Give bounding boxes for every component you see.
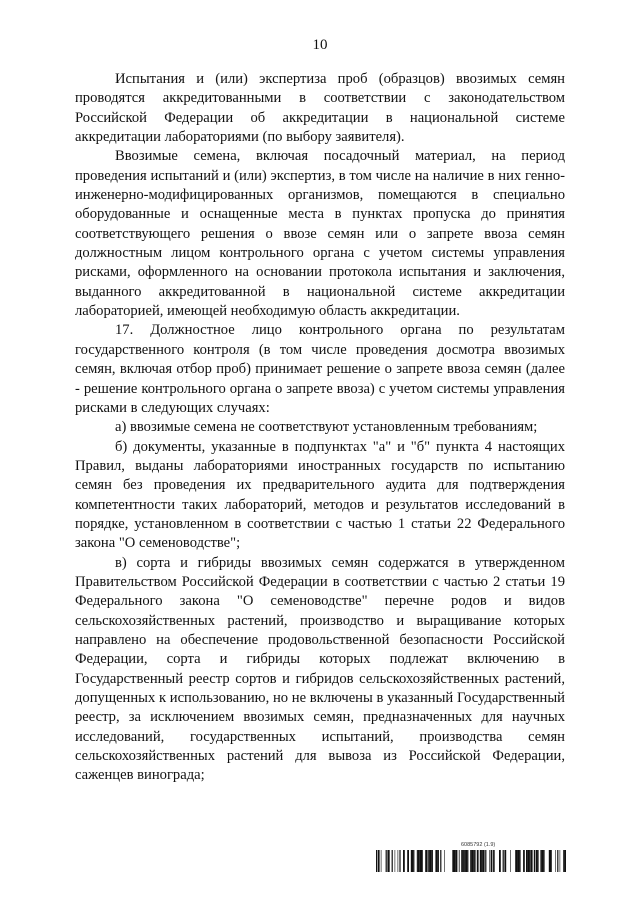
document-body <box>75 70 565 786</box>
document-code: 6085792 (1.9) <box>461 842 496 848</box>
barcode-image <box>376 850 566 872</box>
paragraph-item-v: в) сорта и гибриды ввозимых семян содержатся в утвержденном Правительством Российской Федерации в соответствии с частью 2 статьи 19 Федерального закона "О семеноводстве" перечне родов и видов сельскохозяйственных растений, производство и выращивание которых направлено на обеспечение продовольственной безопасности Российской Федерации, сорта и гибриды которых подлежат включению в Государственный реестр сортов и гибридов сельскохозяйственных растений, допущенных к использованию, но не включены в указанный Государственный реестр, за исключением ввозимых семян, предназначенных для научных исследований, государственных испытаний, производства семян сельскохозяйственных растений для вывоза из Российской Федерации, саженцев винограда; <box>75 554 565 784</box>
paragraph-testing: Испытания и (или) экспертиза проб (образцов) ввозимых семян проводятся аккредитованными в соответствии с законодательством Российской Федерации об аккредитации в национальной системе аккредитации лабораториями (по выбору заявителя). <box>75 71 565 146</box>
paragraph-item-a: а) ввозимые семена не соответствуют установленным требованиям; <box>115 419 538 436</box>
paragraph-clause-17: 17. Должностное лицо контрольного органа по результатам государственного контроля (в том числе проведения досмотра ввозимых семян, включая отбор проб) принимает решение о запрете ввоза семян (далее - решение контрольного органа о запрете ввоза) с учетом системы управления рисками в следующих случаях: <box>75 322 565 416</box>
page-number: 10 <box>312 37 328 53</box>
paragraph-item-b: б) документы, указанные в подпунктах "а" и "б" пункта 4 настоящих Правил, выданы лабораториями иностранных государств по испытанию семян без проведения их предварительного аудита для подтверждения компетентности таких лабораторий, методов и результатов исследований в порядке, установленном в соответствии с частью 1 статьи 22 Федерального закона "О семеноводстве"; <box>75 438 565 552</box>
paragraph-storage: Ввозимые семена, включая посадочный материал, на период проведения испытаний и (или) экспертиз, в том числе на наличие в них генно-инженерно-модифицированных организмов, помещаются в специально оборудованные и оснащенные места в пунктах пропуска до принятия соответствующего решения о ввозе семян или о запрете ввоза семян должностным лицом контрольного органа с учетом системы управления рисками, оформленного на основании протокола испытания и заключения, выданного аккредитованной в национальной системе аккредитации лабораторией, имеющей необходимую область аккредитации. <box>75 148 565 320</box>
